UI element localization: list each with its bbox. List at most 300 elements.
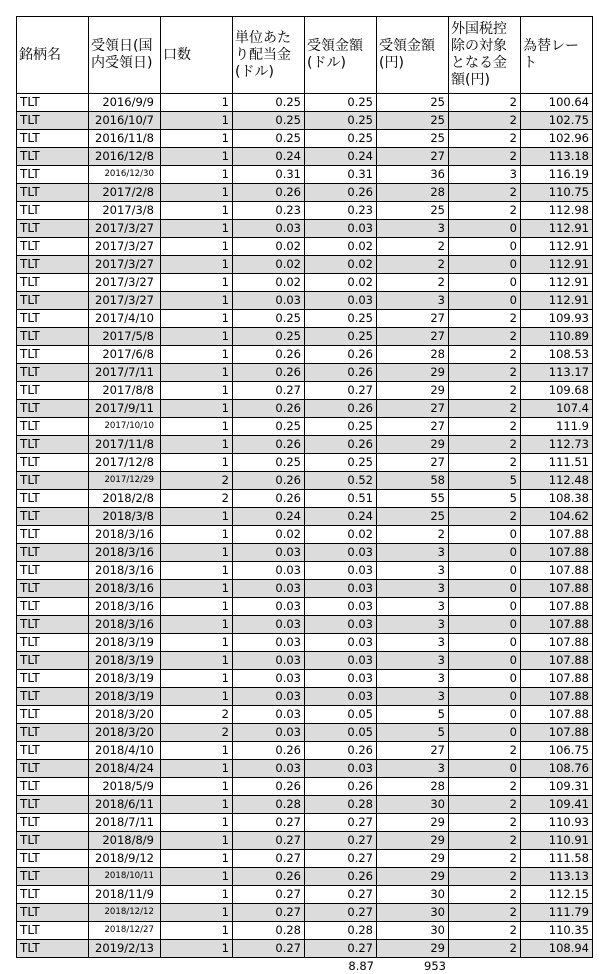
cell-foreign-tax-credit: 0 [449,670,521,688]
cell-amount-jpy: 55 [377,490,449,508]
table-row [17,760,593,778]
table-row [17,220,593,238]
cell-amount-jpy: 3 [377,220,449,238]
cell-dividend-per-unit: 0.25 [233,454,305,472]
cell-exchange-rate: 108.94 [521,940,593,958]
cell-foreign-tax-credit: 2 [449,310,521,328]
cell-dividend-per-unit: 0.02 [233,526,305,544]
table-row [17,922,593,940]
table-row [17,544,593,562]
cell-exchange-rate: 112.91 [521,274,593,292]
cell-name: TLT [17,706,89,724]
cell-name: TLT [17,490,89,508]
cell-exchange-rate: 112.91 [521,220,593,238]
table-row [17,328,593,346]
table-row [17,796,593,814]
cell-units: 1 [161,598,233,616]
cell-name: TLT [17,130,89,148]
cell-amount-jpy: 25 [377,202,449,220]
cell-foreign-tax-credit: 0 [449,580,521,598]
cell-units: 1 [161,454,233,472]
cell-amount-usd: 0.31 [305,166,377,184]
cell-units: 1 [161,922,233,940]
cell-name: TLT [17,742,89,760]
cell-dividend-per-unit: 0.03 [233,562,305,580]
cell-amount-jpy: 5 [377,724,449,742]
cell-date: 2017/12/29 [89,472,161,490]
cell-dividend-per-unit: 0.24 [233,508,305,526]
cell-amount-jpy: 25 [377,130,449,148]
cell-name: TLT [17,940,89,958]
table-row [17,904,593,922]
cell-foreign-tax-credit: 0 [449,706,521,724]
cell-units: 1 [161,796,233,814]
table-row [17,166,593,184]
table-row [17,112,593,130]
cell-date: 2018/9/12 [89,850,161,868]
cell-foreign-tax-credit: 2 [449,328,521,346]
cell-amount-jpy: 3 [377,634,449,652]
cell-exchange-rate: 107.88 [521,688,593,706]
cell-dividend-per-unit: 0.03 [233,724,305,742]
cell-amount-usd: 0.26 [305,436,377,454]
cell-exchange-rate: 112.91 [521,238,593,256]
table-row [17,886,593,904]
cell-amount-usd: 0.25 [305,94,377,112]
cell-foreign-tax-credit: 0 [449,634,521,652]
cell-foreign-tax-credit: 2 [449,904,521,922]
table-row [17,94,593,112]
cell-amount-usd: 0.23 [305,202,377,220]
cell-exchange-rate: 107.88 [521,544,593,562]
cell-units: 1 [161,850,233,868]
cell-amount-usd: 0.25 [305,454,377,472]
cell-amount-usd: 0.03 [305,598,377,616]
table-row [17,688,593,706]
cell-date: 2018/4/10 [89,742,161,760]
cell-units: 1 [161,544,233,562]
cell-foreign-tax-credit: 2 [449,454,521,472]
cell-amount-usd: 0.26 [305,346,377,364]
cell-units: 1 [161,382,233,400]
cell-name: TLT [17,472,89,490]
cell-dividend-per-unit: 0.23 [233,202,305,220]
cell-amount-jpy: 30 [377,904,449,922]
cell-date: 2018/2/8 [89,490,161,508]
cell-amount-jpy: 3 [377,544,449,562]
cell-foreign-tax-credit: 2 [449,832,521,850]
cell-name: TLT [17,904,89,922]
cell-name: TLT [17,922,89,940]
cell-units: 1 [161,112,233,130]
cell-dividend-per-unit: 0.31 [233,166,305,184]
cell-exchange-rate: 112.91 [521,256,593,274]
cell-dividend-per-unit: 0.03 [233,598,305,616]
cell-dividend-per-unit: 0.25 [233,310,305,328]
table-row [17,508,593,526]
cell-amount-usd: 0.25 [305,310,377,328]
table-row [17,742,593,760]
cell-amount-usd: 0.03 [305,652,377,670]
cell-amount-usd: 0.25 [305,130,377,148]
table-row [17,706,593,724]
cell-dividend-per-unit: 0.25 [233,328,305,346]
cell-date: 2017/7/11 [89,364,161,382]
cell-amount-usd: 0.26 [305,778,377,796]
cell-units: 1 [161,760,233,778]
table-row [17,580,593,598]
cell-dividend-per-unit: 0.02 [233,256,305,274]
cell-foreign-tax-credit: 0 [449,724,521,742]
cell-amount-usd: 0.03 [305,292,377,310]
table-row [17,292,593,310]
cell-amount-jpy: 3 [377,688,449,706]
cell-units: 1 [161,526,233,544]
cell-exchange-rate: 108.76 [521,760,593,778]
cell-amount-usd: 0.03 [305,544,377,562]
cell-amount-jpy: 3 [377,562,449,580]
cell-foreign-tax-credit: 2 [449,130,521,148]
cell-amount-usd: 0.26 [305,400,377,418]
cell-name: TLT [17,652,89,670]
cell-amount-jpy: 30 [377,922,449,940]
table-row [17,616,593,634]
cell-amount-usd: 0.03 [305,562,377,580]
cell-date: 2016/9/9 [89,94,161,112]
cell-amount-usd: 0.27 [305,904,377,922]
cell-name: TLT [17,526,89,544]
cell-amount-usd: 0.25 [305,418,377,436]
cell-amount-usd: 0.03 [305,616,377,634]
cell-exchange-rate: 109.41 [521,796,593,814]
table-row [17,310,593,328]
cell-foreign-tax-credit: 0 [449,256,521,274]
cell-name: TLT [17,202,89,220]
cell-amount-jpy: 3 [377,292,449,310]
header-cell-name: 銘柄名 [17,17,89,94]
table-row [17,346,593,364]
cell-dividend-per-unit: 0.02 [233,274,305,292]
cell-date: 2018/10/11 [89,868,161,886]
cell-foreign-tax-credit: 3 [449,166,521,184]
cell-foreign-tax-credit: 2 [449,940,521,958]
cell-units: 1 [161,670,233,688]
cell-dividend-per-unit: 0.03 [233,670,305,688]
cell-amount-jpy: 27 [377,328,449,346]
cell-exchange-rate: 107.88 [521,580,593,598]
cell-date: 2018/3/16 [89,562,161,580]
cell-name: TLT [17,598,89,616]
cell-date: 2017/6/8 [89,346,161,364]
cell-date: 2018/3/20 [89,724,161,742]
cell-date: 2018/3/20 [89,706,161,724]
cell-amount-jpy: 25 [377,112,449,130]
cell-amount-usd: 0.27 [305,832,377,850]
cell-name: TLT [17,724,89,742]
cell-name: TLT [17,238,89,256]
cell-amount-jpy: 27 [377,310,449,328]
cell-date: 2017/3/8 [89,202,161,220]
cell-date: 2017/3/27 [89,292,161,310]
cell-amount-jpy: 2 [377,256,449,274]
cell-date: 2017/11/8 [89,436,161,454]
cell-amount-usd: 0.03 [305,688,377,706]
cell-foreign-tax-credit: 2 [449,184,521,202]
cell-units: 1 [161,742,233,760]
table-row [17,940,593,958]
cell-date: 2017/2/8 [89,184,161,202]
cell-amount-usd: 0.24 [305,148,377,166]
dividend-table [16,16,593,958]
table-row [17,850,593,868]
cell-dividend-per-unit: 0.26 [233,346,305,364]
cell-amount-jpy: 27 [377,454,449,472]
cell-amount-jpy: 29 [377,868,449,886]
cell-amount-usd: 0.52 [305,472,377,490]
cell-name: TLT [17,382,89,400]
cell-units: 1 [161,688,233,706]
table-row [17,562,593,580]
cell-amount-jpy: 28 [377,778,449,796]
cell-amount-usd: 0.02 [305,238,377,256]
cell-dividend-per-unit: 0.03 [233,688,305,706]
cell-units: 1 [161,346,233,364]
cell-foreign-tax-credit: 0 [449,274,521,292]
cell-units: 1 [161,580,233,598]
cell-date: 2017/3/27 [89,256,161,274]
cell-units: 2 [161,490,233,508]
cell-foreign-tax-credit: 2 [449,436,521,454]
cell-name: TLT [17,796,89,814]
cell-date: 2017/5/8 [89,328,161,346]
cell-name: TLT [17,670,89,688]
cell-dividend-per-unit: 0.02 [233,238,305,256]
cell-date: 2018/5/9 [89,778,161,796]
cell-amount-jpy: 29 [377,382,449,400]
cell-foreign-tax-credit: 2 [449,202,521,220]
cell-dividend-per-unit: 0.25 [233,130,305,148]
cell-dividend-per-unit: 0.27 [233,382,305,400]
cell-foreign-tax-credit: 0 [449,238,521,256]
cell-amount-jpy: 29 [377,940,449,958]
cell-amount-usd: 0.26 [305,364,377,382]
cell-name: TLT [17,832,89,850]
cell-foreign-tax-credit: 2 [449,922,521,940]
cell-units: 1 [161,310,233,328]
header-cell-dividend-per-unit: 単位あたり配当金(ドル) [233,17,305,94]
cell-name: TLT [17,274,89,292]
header-cell-date: 受領日(国内受領日) [89,17,161,94]
cell-amount-jpy: 27 [377,400,449,418]
cell-amount-jpy: 58 [377,472,449,490]
cell-exchange-rate: 108.53 [521,346,593,364]
cell-exchange-rate: 107.88 [521,652,593,670]
cell-units: 1 [161,508,233,526]
cell-exchange-rate: 108.38 [521,490,593,508]
cell-units: 1 [161,634,233,652]
cell-exchange-rate: 112.73 [521,436,593,454]
cell-dividend-per-unit: 0.26 [233,490,305,508]
cell-dividend-per-unit: 0.26 [233,364,305,382]
cell-foreign-tax-credit: 2 [449,778,521,796]
cell-amount-usd: 0.28 [305,796,377,814]
cell-name: TLT [17,400,89,418]
cell-name: TLT [17,886,89,904]
cell-exchange-rate: 107.88 [521,562,593,580]
cell-name: TLT [17,418,89,436]
cell-name: TLT [17,346,89,364]
cell-amount-jpy: 2 [377,526,449,544]
cell-date: 2018/3/19 [89,670,161,688]
cell-amount-usd: 0.28 [305,922,377,940]
cell-dividend-per-unit: 0.25 [233,112,305,130]
cell-date: 2018/12/27 [89,922,161,940]
cell-exchange-rate: 113.13 [521,868,593,886]
cell-foreign-tax-credit: 2 [449,346,521,364]
cell-foreign-tax-credit: 0 [449,220,521,238]
cell-date: 2018/3/16 [89,580,161,598]
cell-amount-jpy: 3 [377,760,449,778]
cell-dividend-per-unit: 0.03 [233,580,305,598]
cell-exchange-rate: 107.88 [521,634,593,652]
cell-foreign-tax-credit: 0 [449,544,521,562]
cell-dividend-per-unit: 0.26 [233,436,305,454]
table-row [17,814,593,832]
cell-amount-jpy: 5 [377,706,449,724]
cell-amount-usd: 0.03 [305,760,377,778]
cell-name: TLT [17,544,89,562]
cell-amount-jpy: 29 [377,814,449,832]
table-row [17,202,593,220]
cell-dividend-per-unit: 0.27 [233,832,305,850]
cell-date: 2017/3/27 [89,220,161,238]
cell-dividend-per-unit: 0.03 [233,220,305,238]
cell-dividend-per-unit: 0.03 [233,634,305,652]
cell-foreign-tax-credit: 2 [449,886,521,904]
cell-units: 1 [161,652,233,670]
cell-amount-jpy: 29 [377,436,449,454]
cell-amount-usd: 0.02 [305,256,377,274]
cell-date: 2018/3/16 [89,526,161,544]
cell-amount-jpy: 27 [377,742,449,760]
cell-amount-jpy: 25 [377,94,449,112]
cell-foreign-tax-credit: 2 [449,742,521,760]
cell-amount-usd: 0.27 [305,382,377,400]
table-row [17,274,593,292]
cell-amount-usd: 0.27 [305,886,377,904]
header-row [17,17,593,94]
table-row [17,724,593,742]
cell-date: 2017/3/27 [89,238,161,256]
cell-units: 1 [161,184,233,202]
cell-exchange-rate: 107.88 [521,598,593,616]
cell-dividend-per-unit: 0.03 [233,652,305,670]
cell-name: TLT [17,220,89,238]
cell-dividend-per-unit: 0.27 [233,940,305,958]
cell-units: 1 [161,130,233,148]
cell-foreign-tax-credit: 0 [449,652,521,670]
header-cell-exchange-rate: 為替レート [521,17,593,94]
cell-foreign-tax-credit: 0 [449,292,521,310]
cell-foreign-tax-credit: 2 [449,418,521,436]
cell-units: 1 [161,238,233,256]
cell-name: TLT [17,328,89,346]
table-row [17,598,593,616]
cell-exchange-rate: 110.93 [521,814,593,832]
cell-name: TLT [17,562,89,580]
table-row [17,364,593,382]
cell-amount-usd: 0.51 [305,490,377,508]
cell-units: 1 [161,274,233,292]
total-jpy: 953 [424,959,446,973]
cell-dividend-per-unit: 0.25 [233,94,305,112]
cell-name: TLT [17,850,89,868]
cell-amount-usd: 0.26 [305,184,377,202]
cell-amount-usd: 0.27 [305,940,377,958]
cell-exchange-rate: 109.68 [521,382,593,400]
cell-dividend-per-unit: 0.26 [233,400,305,418]
cell-exchange-rate: 112.98 [521,202,593,220]
cell-foreign-tax-credit: 2 [449,148,521,166]
cell-amount-jpy: 25 [377,508,449,526]
cell-amount-jpy: 28 [377,184,449,202]
cell-exchange-rate: 111.58 [521,850,593,868]
cell-date: 2017/8/8 [89,382,161,400]
cell-date: 2018/4/24 [89,760,161,778]
cell-units: 1 [161,166,233,184]
total-usd: 8.87 [348,959,374,973]
cell-foreign-tax-credit: 2 [449,112,521,130]
cell-name: TLT [17,310,89,328]
cell-exchange-rate: 112.48 [521,472,593,490]
cell-dividend-per-unit: 0.03 [233,760,305,778]
cell-amount-jpy: 27 [377,418,449,436]
cell-exchange-rate: 100.64 [521,94,593,112]
cell-name: TLT [17,436,89,454]
cell-dividend-per-unit: 0.27 [233,850,305,868]
cell-units: 1 [161,886,233,904]
cell-exchange-rate: 107.88 [521,724,593,742]
cell-date: 2018/6/11 [89,796,161,814]
cell-units: 2 [161,706,233,724]
cell-dividend-per-unit: 0.26 [233,742,305,760]
cell-foreign-tax-credit: 2 [449,382,521,400]
cell-amount-jpy: 30 [377,796,449,814]
cell-name: TLT [17,292,89,310]
cell-exchange-rate: 111.9 [521,418,593,436]
cell-amount-usd: 0.25 [305,112,377,130]
cell-date: 2018/8/9 [89,832,161,850]
table-row [17,454,593,472]
table-row [17,418,593,436]
table-row [17,778,593,796]
cell-amount-jpy: 29 [377,364,449,382]
cell-dividend-per-unit: 0.26 [233,184,305,202]
cell-amount-jpy: 2 [377,274,449,292]
cell-dividend-per-unit: 0.25 [233,418,305,436]
cell-dividend-per-unit: 0.26 [233,868,305,886]
cell-amount-jpy: 3 [377,652,449,670]
cell-date: 2018/3/16 [89,544,161,562]
cell-amount-usd: 0.24 [305,508,377,526]
cell-exchange-rate: 110.35 [521,922,593,940]
cell-exchange-rate: 104.62 [521,508,593,526]
cell-amount-jpy: 27 [377,148,449,166]
header-cell-foreign-tax-credit: 外国税控除の対象となる金額(円) [449,17,521,94]
cell-date: 2018/12/12 [89,904,161,922]
cell-foreign-tax-credit: 5 [449,490,521,508]
cell-name: TLT [17,580,89,598]
